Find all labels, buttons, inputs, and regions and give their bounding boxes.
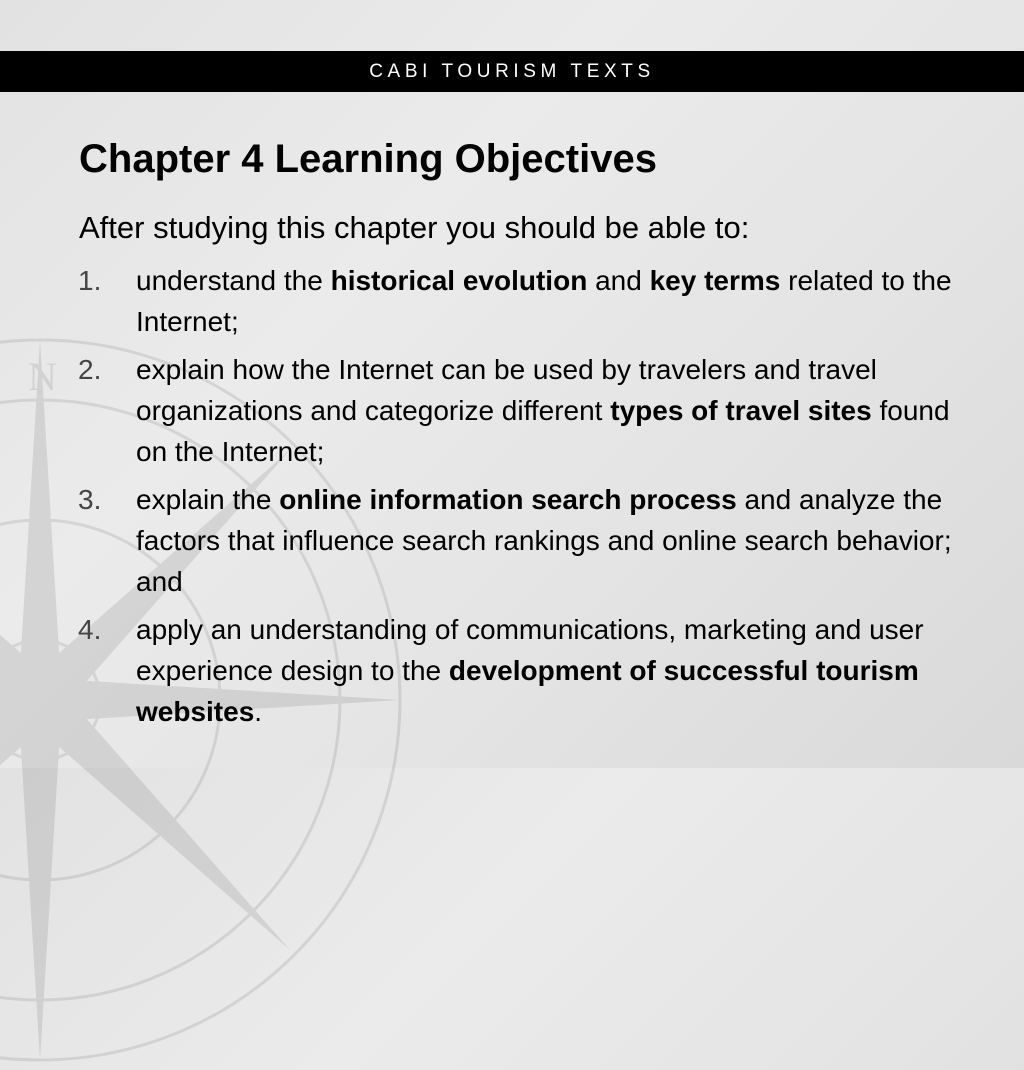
intro-text: After studying this chapter you should be able to: [79,210,750,245]
compass-north-label: N [28,354,57,399]
objectives-list [78,260,968,739]
series-title: CABI TOURISM TEXTS [369,60,655,82]
objective-number: 2. [78,354,102,385]
objective-item [78,479,968,602]
objective-number: 1. [78,265,102,296]
objective-text-segment: and analyze the factors that influence search rankings and online search behavior; and [136,484,952,597]
objective-text-segment: and [587,265,650,296]
objective-key-phrase: key terms [649,265,781,296]
objective-item [78,609,968,732]
objective-number: 4. [78,614,102,645]
slide-title: Chapter 4 Learning Objectives [79,137,657,181]
objective-key-phrase: historical evolution [330,265,588,296]
objective-text-segment: explain how the Internet can be used by travelers and travel organizations and categorize different [136,354,877,426]
objective-text [136,609,968,732]
objective-text-segment: related to the Internet; [136,265,952,337]
header-bar [0,51,1024,92]
objective-item [78,349,968,472]
objective-text-segment: apply an understanding of communications, marketing and user experience design to the [136,614,924,686]
objective-text-segment: found on the Internet; [136,395,950,467]
objective-text-segment: . [254,696,263,727]
objective-text [136,260,968,342]
objective-text-segment: explain the [136,484,280,515]
objective-key-phrase: online information search process [279,484,737,515]
objective-key-phrase: types of travel sites [610,395,872,426]
objective-text-segment: understand the [136,265,331,296]
objective-key-phrase: development of successful tourism websites [136,655,919,727]
objective-item [78,260,968,342]
objective-text [136,349,968,472]
objective-text [136,479,968,602]
objective-number: 3. [78,484,102,515]
